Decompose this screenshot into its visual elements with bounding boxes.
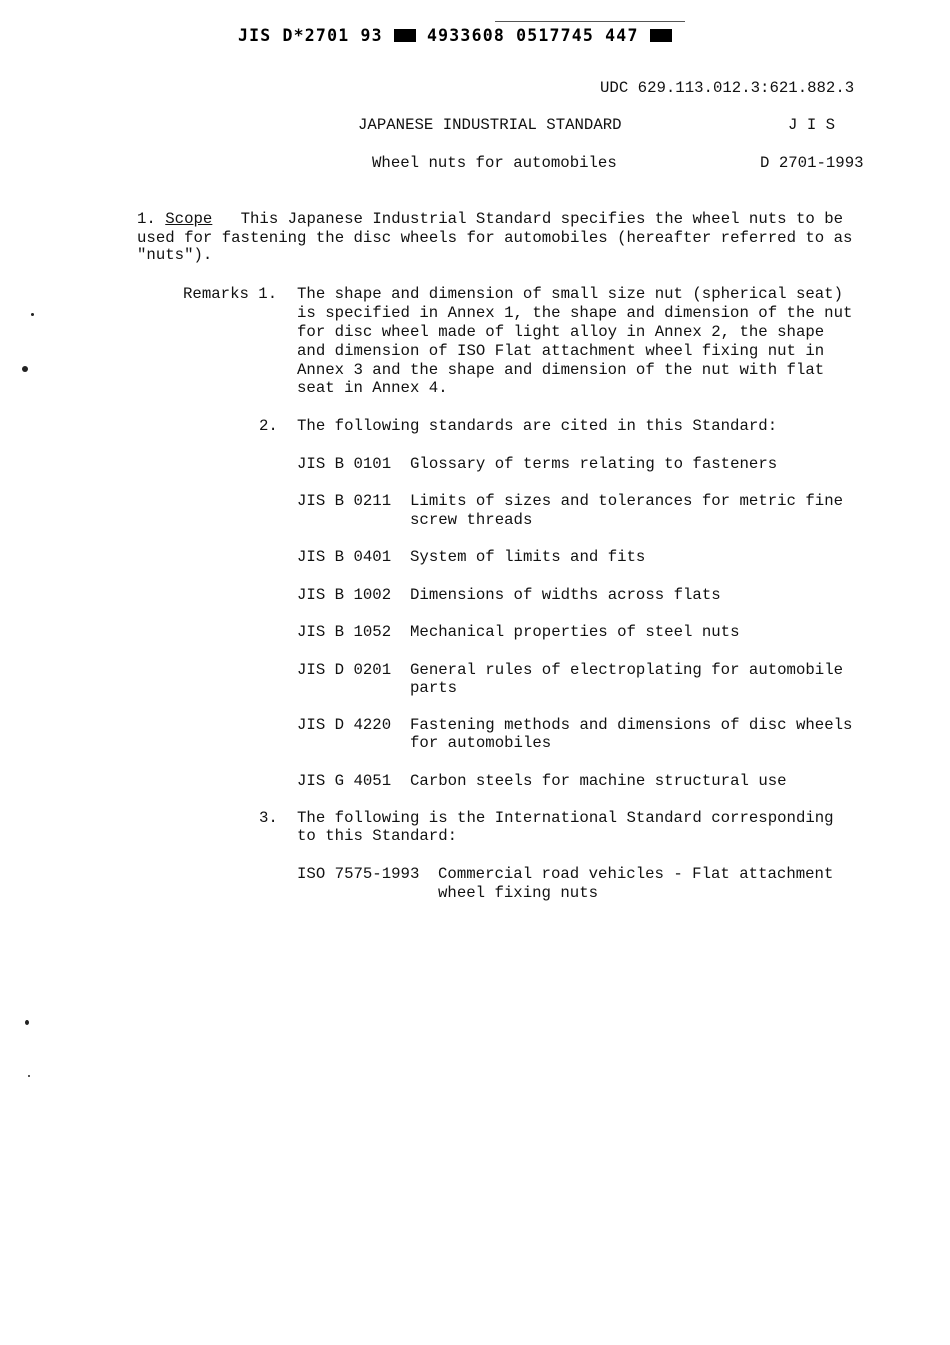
iso-desc: Commercial road vehicles - Flat attachment <box>438 865 834 883</box>
scope-text: "nuts"). <box>137 246 213 264</box>
iso-code: ISO 7575-1993 <box>297 865 420 883</box>
scan-code: JIS D*2701 93 <box>238 26 383 45</box>
udc-number: UDC 629.113.012.3:621.882.3 <box>600 79 855 97</box>
remark-text: Annex 3 and the shape and dimension of the nut with flat <box>297 361 825 379</box>
remark-text: The following is the International Standard corresponding <box>297 809 834 827</box>
black-bar <box>650 29 672 42</box>
cited-desc: Fastening methods and dimensions of disc wheels <box>410 716 853 734</box>
cited-desc: Mechanical properties of steel nuts <box>410 623 740 641</box>
cited-desc: Limits of sizes and tolerances for metric fine <box>410 492 844 510</box>
jis-mark: J I S <box>788 116 836 134</box>
scope-text: This Japanese Industrial Standard specifies the wheel nuts to be <box>240 210 844 228</box>
remark-text: to this Standard: <box>297 827 458 845</box>
cited-desc: parts <box>410 679 458 697</box>
scan-rule <box>495 21 685 22</box>
cited-desc: System of limits and fits <box>410 548 646 566</box>
cited-desc: Dimensions of widths across flats <box>410 586 721 604</box>
scan-header <box>238 27 672 45</box>
scan-speck <box>31 313 34 316</box>
cited-desc: General rules of electroplating for automobile <box>410 661 844 679</box>
scope-text: used for fastening the disc wheels for automobiles (hereafter referred to as <box>137 229 853 247</box>
scan-speck <box>22 366 28 372</box>
remark-text: The shape and dimension of small size nut (spherical seat) <box>297 285 844 303</box>
cited-code: JIS D 4220 <box>297 716 392 734</box>
standard-number: D 2701-1993 <box>760 154 864 172</box>
cited-code: JIS B 1002 <box>297 586 392 604</box>
black-bar <box>394 29 416 42</box>
cited-desc: Carbon steels for machine structural use <box>410 772 787 790</box>
remark-text: The following standards are cited in this Standard: <box>297 417 778 435</box>
cited-code: JIS B 0211 <box>297 492 392 510</box>
remark-text: seat in Annex 4. <box>297 379 448 397</box>
cited-desc: screw threads <box>410 511 533 529</box>
cited-code: JIS D 0201 <box>297 661 392 679</box>
scan-barcode-number: 4933608 0517745 447 <box>427 26 639 45</box>
remarks-label: Remarks 1. <box>183 285 278 303</box>
section-number: 1. <box>137 210 156 228</box>
cited-desc: for automobiles <box>410 734 552 752</box>
remark-text: and dimension of ISO Flat attachment wheel fixing nut in <box>297 342 825 360</box>
cited-code: JIS B 0401 <box>297 548 392 566</box>
remark-text: is specified in Annex 1, the shape and dimension of the nut <box>297 304 853 322</box>
cited-code: JIS B 0101 <box>297 455 392 473</box>
cited-code: JIS B 1052 <box>297 623 392 641</box>
scope-line <box>137 210 843 228</box>
standard-org: JAPANESE INDUSTRIAL STANDARD <box>358 116 622 134</box>
scan-speck <box>25 1020 29 1025</box>
remark-number: 2. <box>259 417 278 435</box>
cited-code: JIS G 4051 <box>297 772 392 790</box>
remark-text: for disc wheel made of light alloy in Annex 2, the shape <box>297 323 825 341</box>
scan-speck <box>28 1075 30 1077</box>
document-title: Wheel nuts for automobiles <box>372 154 617 172</box>
iso-desc: wheel fixing nuts <box>438 884 599 902</box>
section-heading: Scope <box>165 210 213 228</box>
remark-number: 3. <box>259 809 278 827</box>
cited-desc: Glossary of terms relating to fasteners <box>410 455 778 473</box>
